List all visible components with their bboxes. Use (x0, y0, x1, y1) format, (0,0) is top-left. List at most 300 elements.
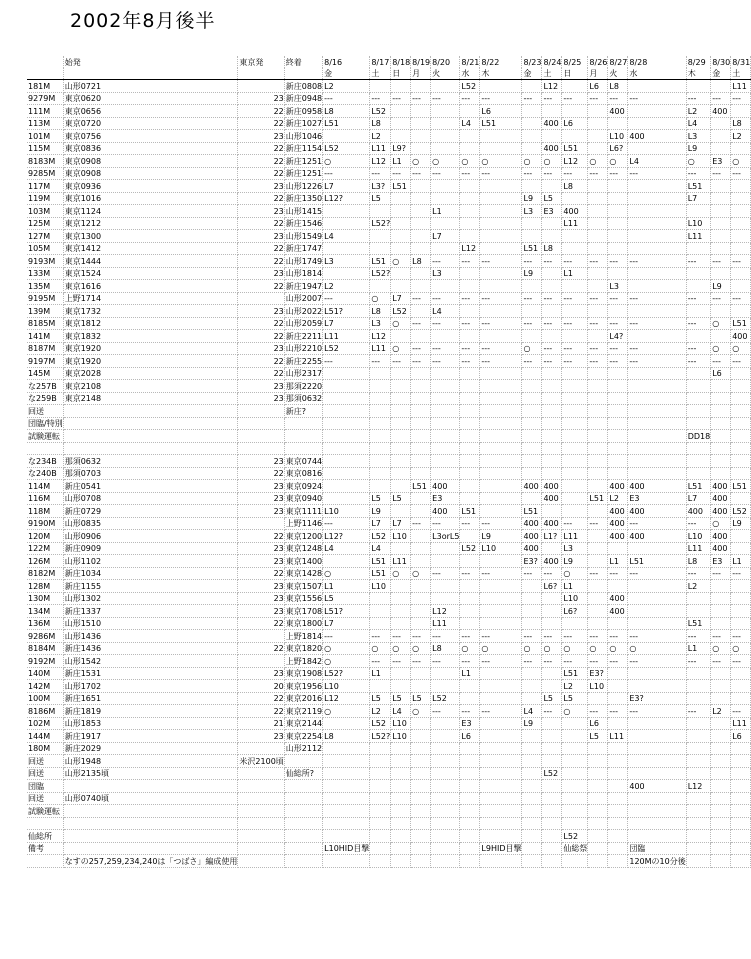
weekday-header: 水 (628, 68, 686, 80)
date-cell: L52 (370, 717, 391, 730)
date-cell (411, 592, 431, 605)
date-cell: --- (522, 655, 542, 668)
date-cell (628, 667, 686, 680)
date-cell (562, 130, 588, 143)
date-cell: --- (391, 92, 411, 105)
date-cell: L52? (371, 219, 391, 228)
date-cell (370, 780, 391, 793)
origin-time: 新庄1034 (63, 567, 238, 580)
date-cell (522, 217, 542, 230)
date-header: 8/29 (686, 56, 711, 68)
date-cell: --- (686, 317, 711, 330)
date-header: 8/20 (431, 56, 460, 68)
train-number: 備考 (27, 842, 63, 855)
date-cell: 400 (431, 505, 460, 518)
date-cell (370, 392, 391, 405)
date-cell: --- (542, 317, 562, 330)
date-cell (588, 592, 608, 605)
date-cell (431, 367, 460, 380)
train-number: 180M (27, 742, 63, 755)
date-cell: --- (686, 255, 711, 268)
date-cell (411, 505, 431, 518)
date-cell: --- (370, 167, 391, 180)
date-cell (323, 217, 370, 230)
date-cell (411, 855, 431, 868)
date-cell (542, 717, 562, 730)
table-row (27, 830, 751, 843)
date-cell (542, 617, 562, 630)
origin-time (63, 442, 238, 455)
date-cell (323, 417, 370, 430)
date-cell: L6 (588, 717, 608, 730)
date-cell: L52 (731, 505, 751, 518)
date-cell (480, 692, 522, 705)
date-cell: --- (562, 92, 588, 105)
date-cell: --- (460, 342, 480, 355)
date-cell (431, 555, 460, 568)
table-row (27, 667, 751, 680)
date-cell: --- (542, 92, 562, 105)
tokyo-dep-minute: 23 (238, 305, 284, 318)
date-cell (731, 180, 751, 193)
date-cell: --- (542, 167, 562, 180)
date-cell (588, 205, 608, 218)
terminal-time: 東京1111 (285, 506, 323, 516)
date-cell: --- (391, 355, 411, 368)
terminal-time: 東京1908 (285, 669, 323, 678)
date-cell: DD18 (687, 431, 711, 441)
date-cell: ○ (411, 705, 431, 718)
date-cell (628, 805, 686, 818)
terminal-time: 上野1814 (285, 631, 323, 641)
date-cell (542, 417, 562, 430)
table-row (27, 505, 751, 518)
origin-time: 山形1948 (63, 755, 238, 768)
date-cell (731, 842, 751, 855)
terminal-time: 山形2059 (285, 319, 323, 328)
date-cell (588, 380, 608, 393)
date-cell: ○ (480, 155, 522, 168)
remark-note: 米沢2100頃 (239, 756, 284, 766)
date-cell: L5 (588, 730, 608, 743)
date-cell (460, 405, 480, 418)
date-cell (460, 217, 480, 230)
date-cell (522, 392, 542, 405)
origin-time: 東京1016 (63, 192, 238, 205)
date-cell: --- (628, 342, 686, 355)
table-row (27, 367, 751, 380)
train-number: 8187M (27, 342, 63, 355)
date-cell: L3 (608, 280, 628, 293)
date-cell (628, 80, 686, 93)
date-cell (460, 855, 480, 868)
date-cell (370, 855, 391, 868)
tokyo-dep-minute: 23 (238, 342, 284, 355)
date-cell: ○ (323, 705, 370, 718)
train-number: 100M (27, 692, 63, 705)
date-cell: ○ (731, 342, 751, 355)
date-cell (522, 692, 542, 705)
origin-time: 東京0908 (63, 167, 238, 180)
date-cell (460, 580, 480, 593)
weekday-header: 月 (588, 68, 608, 80)
date-cell (562, 467, 588, 480)
date-cell (391, 417, 411, 430)
date-cell (411, 805, 431, 818)
date-cell (628, 305, 686, 318)
date-cell: --- (686, 92, 711, 105)
date-cell: --- (480, 92, 522, 105)
date-cell: L12 (542, 80, 562, 93)
date-cell (480, 80, 522, 93)
date-cell (431, 592, 460, 605)
date-cell (588, 230, 608, 243)
date-cell (588, 367, 608, 380)
origin-time: 新庄2029 (63, 742, 238, 755)
date-cell: ○ (460, 642, 480, 655)
date-cell (480, 267, 522, 280)
date-cell: L11 (608, 730, 628, 743)
date-cell: L9HID目撃 (481, 844, 522, 853)
date-cell: E3 (711, 555, 731, 568)
date-cell (562, 105, 588, 118)
weekday-header: 土 (542, 68, 562, 80)
origin-time: 山形1853 (63, 717, 238, 730)
date-cell: --- (411, 655, 431, 668)
date-cell (522, 580, 542, 593)
terminal-time: 新庄1350 (285, 194, 323, 203)
date-cell (542, 467, 562, 480)
weekday-header: 金 (522, 68, 542, 80)
tokyo-dep-minute (238, 292, 284, 305)
date-cell (480, 242, 522, 255)
date-cell: L10 (686, 530, 711, 543)
date-cell (480, 605, 522, 618)
date-cell (731, 780, 751, 793)
table-row (27, 317, 751, 330)
date-cell: L8 (608, 80, 628, 93)
date-cell: L4 (391, 705, 411, 718)
date-cell: --- (480, 317, 522, 330)
date-cell: --- (431, 255, 460, 268)
date-cell (411, 430, 431, 443)
date-cell (522, 805, 542, 818)
date-cell (686, 730, 711, 743)
date-cell: L51 (370, 567, 391, 580)
date-cell (731, 592, 751, 605)
date-cell: --- (542, 705, 562, 718)
date-cell: L1 (370, 667, 391, 680)
train-number: 101M (27, 130, 63, 143)
table-row (27, 380, 751, 393)
date-cell (411, 417, 431, 430)
date-cell: L4 (431, 305, 460, 318)
date-cell (480, 767, 522, 780)
date-cell: --- (460, 705, 480, 718)
date-cell (562, 455, 588, 468)
date-cell: L51 (562, 667, 588, 680)
table-row (27, 180, 751, 193)
date-cell: --- (562, 167, 588, 180)
date-header: 8/27 (609, 57, 628, 67)
date-cell: --- (480, 292, 522, 305)
date-cell: --- (588, 517, 608, 530)
table-row (27, 167, 751, 180)
date-cell: L9 (480, 530, 522, 543)
tokyo-dep-minute: 22 (238, 155, 284, 168)
date-cell: --- (588, 255, 608, 268)
table-row (27, 242, 751, 255)
tokyo-dep-minute (238, 780, 284, 793)
date-cell (542, 842, 562, 855)
date-cell (562, 617, 588, 630)
date-cell (411, 792, 431, 805)
tokyo-dep-minute: 23 (238, 730, 284, 743)
date-cell: --- (588, 630, 608, 643)
date-cell: 400 (608, 480, 628, 493)
date-cell (460, 767, 480, 780)
date-cell (391, 805, 411, 818)
date-cell (431, 180, 460, 193)
terminal-time: 新庄1027 (285, 119, 323, 128)
date-cell (431, 130, 460, 143)
date-cell: --- (731, 630, 751, 643)
train-number: 105M (27, 242, 63, 255)
date-cell (711, 680, 731, 693)
date-cell: ○ (711, 342, 731, 355)
table-row (27, 842, 751, 855)
date-cell (460, 830, 480, 843)
date-cell: --- (731, 255, 751, 268)
date-cell (522, 617, 542, 630)
date-cell: L52 (542, 767, 562, 780)
date-cell: ○ (731, 642, 751, 655)
terminal-time: 新庄1546 (285, 219, 323, 228)
date-cell: 400 (711, 480, 731, 493)
date-cell: ○ (562, 567, 588, 580)
date-cell: E3? (588, 667, 608, 680)
date-cell: 400 (711, 505, 731, 518)
train-number: 団臨/特別 (28, 419, 63, 428)
date-cell (562, 442, 588, 455)
date-cell (608, 267, 628, 280)
date-cell: E3 (542, 205, 562, 218)
date-cell (431, 742, 460, 755)
date-cell: L4 (686, 117, 711, 130)
date-cell (542, 267, 562, 280)
date-cell (588, 530, 608, 543)
date-cell (686, 830, 711, 843)
date-cell (628, 830, 686, 843)
date-cell (370, 817, 391, 830)
date-cell (542, 280, 562, 293)
date-cell: --- (522, 167, 542, 180)
date-cell (608, 855, 628, 868)
tokyo-dep-minute (238, 517, 284, 530)
date-cell (431, 830, 460, 843)
terminal-time: 山形1749 (285, 256, 323, 266)
train-number: 127M (27, 230, 63, 243)
table-row (27, 492, 751, 505)
date-cell: L4? (608, 330, 628, 343)
date-cell (711, 330, 731, 343)
date-cell: --- (542, 655, 562, 668)
date-cell (370, 405, 391, 418)
date-cell (411, 80, 431, 93)
date-cell: L1 (562, 580, 588, 593)
date-cell (391, 105, 411, 118)
date-cell (562, 417, 588, 430)
origin-time: 新庄1917 (63, 730, 238, 743)
train-number: 130M (27, 592, 63, 605)
date-cell (391, 780, 411, 793)
date-cell (480, 230, 522, 243)
date-cell: L9? (391, 142, 411, 155)
date-cell: L52 (460, 80, 480, 93)
date-cell: L12 (323, 692, 370, 705)
date-cell (411, 230, 431, 243)
date-cell (608, 380, 628, 393)
train-number: 回送 (27, 755, 63, 768)
date-cell (562, 505, 588, 518)
date-cell (588, 792, 608, 805)
date-cell: L12? (323, 192, 370, 205)
date-cell: --- (460, 517, 480, 530)
date-cell (411, 767, 431, 780)
date-cell: --- (562, 517, 588, 530)
date-cell (628, 592, 686, 605)
date-cell (608, 842, 628, 855)
date-cell (711, 842, 731, 855)
terminal-time (284, 755, 322, 768)
date-cell (431, 142, 460, 155)
date-cell: --- (431, 655, 460, 668)
table-row (27, 480, 751, 493)
terminal-time: 仙総所? (284, 767, 322, 780)
date-cell (411, 717, 431, 730)
date-cell: 400 (628, 780, 686, 793)
date-cell: L12 (686, 780, 711, 793)
date-cell (431, 417, 460, 430)
date-cell (323, 817, 370, 830)
date-cell (686, 805, 711, 818)
date-cell: L12 (460, 242, 480, 255)
date-cell: L4 (628, 155, 686, 168)
date-cell (628, 580, 686, 593)
date-cell (608, 830, 628, 843)
tokyo-dep-minute (238, 817, 284, 830)
date-cell: L2 (711, 705, 731, 718)
header-blank (63, 68, 238, 80)
date-cell (588, 617, 608, 630)
date-cell (608, 180, 628, 193)
table-row (27, 267, 751, 280)
date-cell (562, 717, 588, 730)
date-cell (460, 305, 480, 318)
date-cell: ○ (628, 642, 686, 655)
date-cell (711, 392, 731, 405)
date-cell (522, 592, 542, 605)
date-cell (480, 730, 522, 743)
date-cell: --- (431, 167, 460, 180)
date-cell (522, 442, 542, 455)
date-cell (542, 730, 562, 743)
date-cell (562, 80, 588, 93)
date-cell: ○ (522, 342, 542, 355)
date-cell (431, 767, 460, 780)
date-header: 8/17 (371, 57, 390, 67)
date-cell: --- (522, 255, 542, 268)
date-cell (711, 117, 731, 130)
tokyo-dep-minute: 23 (238, 542, 284, 555)
origin-time: 東京2148 (63, 392, 238, 405)
tokyo-dep-minute: 23 (238, 267, 284, 280)
date-cell: L7 (391, 292, 411, 305)
date-cell (323, 492, 370, 505)
origin-time: 東京1732 (63, 305, 238, 318)
tokyo-dep-minute: 22 (238, 242, 284, 255)
table-row (27, 205, 751, 218)
tokyo-dep-minute (238, 792, 284, 805)
date-cell (562, 480, 588, 493)
date-cell (711, 217, 731, 230)
date-cell: --- (628, 567, 686, 580)
date-cell (711, 780, 731, 793)
date-cell: --- (562, 630, 588, 643)
date-cell: L8 (411, 255, 431, 268)
train-number: な257B (27, 380, 63, 393)
date-cell (686, 792, 711, 805)
tokyo-dep-minute: 22 (238, 255, 284, 268)
table-row (27, 342, 751, 355)
date-cell: L1? (542, 530, 562, 543)
origin-time: 東京0936 (63, 180, 238, 193)
date-cell (431, 580, 460, 593)
date-cell (370, 80, 391, 93)
date-cell (460, 780, 480, 793)
date-cell (588, 130, 608, 143)
date-cell (711, 717, 731, 730)
date-cell (686, 367, 711, 380)
date-cell: --- (686, 355, 711, 368)
date-cell: L12 (431, 605, 460, 618)
date-cell (628, 330, 686, 343)
date-cell: --- (686, 655, 711, 668)
date-cell: --- (608, 630, 628, 643)
date-cell: ○ (391, 567, 411, 580)
train-number: 仙総所 (27, 830, 63, 843)
date-cell (731, 442, 751, 455)
date-cell: L10 (370, 580, 391, 593)
date-cell (411, 305, 431, 318)
date-cell (608, 617, 628, 630)
date-cell: L6? (542, 580, 562, 593)
date-cell (370, 205, 391, 218)
date-cell: --- (370, 92, 391, 105)
date-cell (480, 817, 522, 830)
date-cell (686, 330, 711, 343)
date-cell: L3 (562, 542, 588, 555)
date-cell: --- (460, 630, 480, 643)
date-cell (480, 580, 522, 593)
origin-time: 山形0740頃 (63, 792, 238, 805)
date-cell: --- (628, 167, 686, 180)
date-cell: L51 (731, 317, 751, 330)
date-cell (686, 680, 711, 693)
date-cell (460, 280, 480, 293)
date-cell (731, 667, 751, 680)
train-number: 9192M (27, 655, 63, 668)
